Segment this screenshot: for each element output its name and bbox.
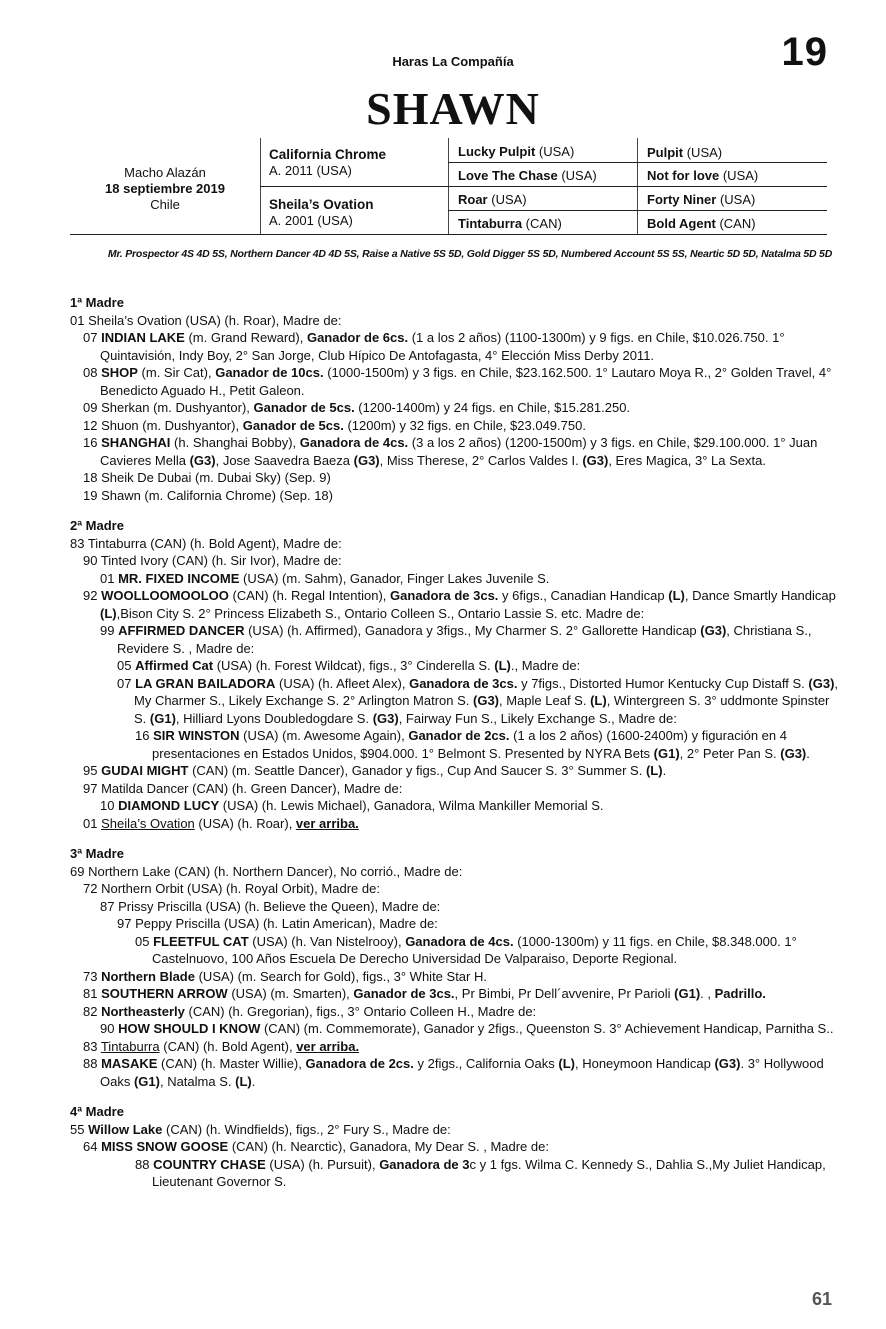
great-grandsire-3 <box>647 192 755 208</box>
inbreeding-line: Mr. Prospector 4S 4D 5S, Northern Dancer 4D 4D 5S, Raise a Native 5S 5D, Gold Digger 5S 5D, Numbered Account 5S 5S, Neartic 5D 5D, Natalma 5D 5D <box>107 248 833 260</box>
dam-name: Sheila’s Ovation <box>269 197 374 212</box>
family-entry: 69 Northern Lake (CAN) (h. Northern Dancer), No corrió., Madre de: <box>70 863 463 879</box>
ancestor-name: Pulpit <box>647 145 684 160</box>
family-entry: 97 Peppy Priscilla (USA) (h. Latin American), Madre de: <box>117 916 438 931</box>
ancestor-country: (USA) <box>719 168 759 183</box>
family-entry: 07 LA GRAN BAILADORA (USA) (h. Afleet Alex), Ganadora de 3cs. y 7figs., Distorted Humor Kentucky Cup Distaff S. (G3), My Charmer S., Likely Exchange S. 2° Arlington Matron S. (G3), Maple Leaf S. (L), Wintergreen S. 3° uddmonte Spinster S. (G1), Hilliard Lyons Doubledogdare S. (G3), Fairway Fun S., Likely Exchange S., Madre de: <box>117 675 839 726</box>
family-entry: 90 HOW SHOULD I KNOW (CAN) (m. Commemorate), Ganador y 2figs., Queenston S. 3° Achievement Handicap, Parnitha S.. <box>100 1021 834 1036</box>
section-title: 3ª Madre <box>70 846 124 861</box>
great-grandsire-1 <box>647 145 722 161</box>
section-title: 1ª Madre <box>70 295 124 310</box>
family-entry: 64 MISS SNOW GOOSE (CAN) (h. Nearctic), Ganadora, My Dear S. , Madre de: <box>83 1139 549 1154</box>
dam <box>269 197 374 229</box>
family-entry: 95 GUDAI MIGHT (CAN) (m. Seattle Dancer), Ganador y figs., Cup And Saucer S. 3° Summer S. (L). <box>83 763 667 778</box>
dam-info: A. 2001 (USA) <box>269 213 353 228</box>
ancestor-name: Tintaburra <box>458 216 523 231</box>
ancestor-name: Love The Chase <box>458 168 558 183</box>
family-entry: 88 COUNTRY CHASE (USA) (h. Pursuit), Ganadora de 3c y 1 fgs. Wilma C. Kennedy S., Dahlia S.,My Juliet Handicap, Lieutenant Governor S. <box>135 1156 826 1189</box>
divider <box>70 234 827 235</box>
ancestor-country: (USA) <box>487 192 527 207</box>
page-number: 61 <box>811 1289 832 1309</box>
family-entry: 16 SIR WINSTON (USA) (m. Awesome Again), Ganador de 2cs. (1 a los 2 años) (1600-2400m) y figuración en 4 presentaciones en Estados Unidos, $904.000. 1° Belmont S. Presented by NYRA Bets (G1), 2° Peter Pan S. (G3). <box>135 728 810 761</box>
great-grandsire-2 <box>647 168 758 184</box>
family-entry: 18 Sheik De Dubai (m. Dubai Sky) (Sep. 9) <box>83 470 331 485</box>
family-entry: 01 Sheila’s Ovation (USA) (h. Roar), ver arriba. <box>83 815 359 831</box>
section-title: 2ª Madre <box>70 518 124 533</box>
divider <box>448 210 827 211</box>
family-entry: 09 Sherkan (m. Dushyantor), Ganador de 5cs. (1200-1400m) y 24 figs. en Chile, $15.281.250. <box>83 400 631 415</box>
great-grandsire-4 <box>647 216 756 232</box>
divider <box>448 186 827 187</box>
family-entry: 83 Tintaburra (CAN) (h. Bold Agent), Madre de: <box>70 535 342 551</box>
family-entry: 01 Sheila’s Ovation (USA) (h. Roar), Madre de: <box>70 312 342 328</box>
ancestor-country: (CAN) <box>715 216 756 231</box>
family-entry: 12 Shuon (m. Dushyantor), Ganador de 5cs. (1200m) y 32 figs. en Chile, $23.049.750. <box>83 417 586 433</box>
family-entry: 16 SHANGHAI (h. Shanghai Bobby), Ganadora de 4cs. (3 a los 2 años) (1200-1500m) y 3 figs. en Chile, $29.100.000. 1° Juan Cavieres Mella (G3), Jose Saavedra Baeza (G3), Miss Therese, 2° Carlos Valdes I. (G3), Eres Magica, 3° La Sexta. <box>83 435 818 468</box>
family-entry: 08 SHOP (m. Sir Cat), Ganador de 10cs. (1000-1500m) y 3 figs. en Chile, $23.162.500. 1° Lautaro Moya R., 2° Golden Travel, 4° Benedicto Aguado H., Petit Galeon. <box>83 365 832 398</box>
ancestor-country: (USA) <box>557 168 597 183</box>
family-entry: 88 MASAKE (CAN) (h. Master Willie), Ganadora de 2cs. y 2figs., California Oaks (L), Honeymoon Handicap (G3). 3° Hollywood Oaks (G1), Natalma S. (L). <box>83 1056 824 1089</box>
family-entry: 05 Affirmed Cat (USA) (h. Forest Wildcat), figs., 3° Cinderella S. (L)., Madre de: <box>117 658 581 673</box>
family-entry: 07 INDIAN LAKE (m. Grand Reward), Ganador de 6cs. (1 a los 2 años) (1100-1300m) y 9 figs. en Chile, $10.026.750. 1° Quintavisión, Indy Boy, 2° San Jorge, Club Hípico De Antofagasta, 4° Elección Miss Derby 2011. <box>83 330 785 363</box>
sex-color: Macho Alazán <box>124 165 206 180</box>
granddam-2 <box>458 216 562 232</box>
family-entry: 87 Prissy Priscilla (USA) (h. Believe the Queen), Madre de: <box>100 898 441 914</box>
lot-number: 19 <box>781 30 828 74</box>
divider <box>260 186 448 187</box>
ancestor-country: (USA) <box>535 144 575 159</box>
farm-name: Haras La Compañía <box>392 54 514 69</box>
family-entry: 99 AFFIRMED DANCER (USA) (h. Affirmed), Ganadora y 3figs., My Charmer S. 2° Gallorette Handicap (G3), Christiana S., Revidere S. , Madre de: <box>100 623 812 656</box>
family-entry: 05 FLEETFUL CAT (USA) (h. Van Nistelrooy), Ganadora de 4cs. (1000-1300m) y 11 figs. en Chile, $8.348.000. 1° Castelnuovo, 100 Años Escuela De Derecho Universidad De Valparaiso, Deporte Regional. <box>135 933 797 966</box>
family-entry: 72 Northern Orbit (USA) (h. Royal Orbit), Madre de: <box>83 881 380 896</box>
ancestor-name: Not for love <box>647 168 720 183</box>
family-entry: 83 Tintaburra (CAN) (h. Bold Agent), ver arriba. <box>83 1038 360 1054</box>
ancestor-name: Roar <box>458 192 488 207</box>
birth-country: Chile <box>150 197 180 212</box>
horse-description <box>70 165 260 213</box>
ancestor-country: (USA) <box>716 192 756 207</box>
sire-name: California Chrome <box>269 147 387 162</box>
family-entry: 82 Northeasterly (CAN) (h. Gregorian), figs., 3° Ontario Colleen H., Madre de: <box>83 1003 537 1019</box>
family-entry: 81 SOUTHERN ARROW (USA) (m. Smarten), Ganador de 3cs., Pr Bimbi, Pr Dell´avvenire, Pr Parioli (G1). , Padrillo. <box>83 986 766 1001</box>
family-sections <box>70 294 840 1191</box>
family-entry: 19 Shawn (m. California Chrome) (Sep. 18) <box>83 487 333 503</box>
ancestor-country: (USA) <box>683 145 723 160</box>
family-entry: 97 Matilda Dancer (CAN) (h. Green Dancer), Madre de: <box>83 780 403 796</box>
grandsire-2 <box>458 192 527 208</box>
divider <box>448 162 827 163</box>
family-entry: 55 Willow Lake (CAN) (h. Windfields), figs., 2° Fury S., Madre de: <box>70 1121 451 1137</box>
section-title: 4ª Madre <box>70 1104 124 1119</box>
sire-info: A. 2011 (USA) <box>269 163 352 178</box>
family-entry: 01 MR. FIXED INCOME (USA) (m. Sahm), Ganador, Finger Lakes Juvenile S. <box>100 570 550 586</box>
birth-date: 18 septiembre 2019 <box>105 181 225 196</box>
sire <box>269 147 386 179</box>
granddam-1 <box>458 168 597 184</box>
family-entry: 90 Tinted Ivory (CAN) (h. Sir Ivor), Madre de: <box>83 553 342 568</box>
family-entry: 73 Northern Blade (USA) (m. Search for Gold), figs., 3° White Star H. <box>83 968 487 984</box>
ancestor-name: Forty Niner <box>647 192 717 207</box>
ancestor-name: Bold Agent <box>647 216 716 231</box>
family-entry: 92 WOOLLOOMOOLOO (CAN) (h. Regal Intention), Ganadora de 3cs. y 6figs., Canadian Handicap (L), Dance Smartly Handicap (L),Bison City S. 2° Princess Elizabeth S., Ontario Colleen S., Ontario Lassie S. etc. Madre de: <box>83 588 836 621</box>
ancestor-name: Lucky Pulpit <box>458 144 536 159</box>
family-entry: 10 DIAMOND LUCY (USA) (h. Lewis Michael), Ganadora, Wilma Mankiller Memorial S. <box>100 798 604 813</box>
grandsire-1 <box>458 144 574 160</box>
horse-name: SHAWN <box>366 83 540 134</box>
ancestor-country: (CAN) <box>522 216 562 231</box>
